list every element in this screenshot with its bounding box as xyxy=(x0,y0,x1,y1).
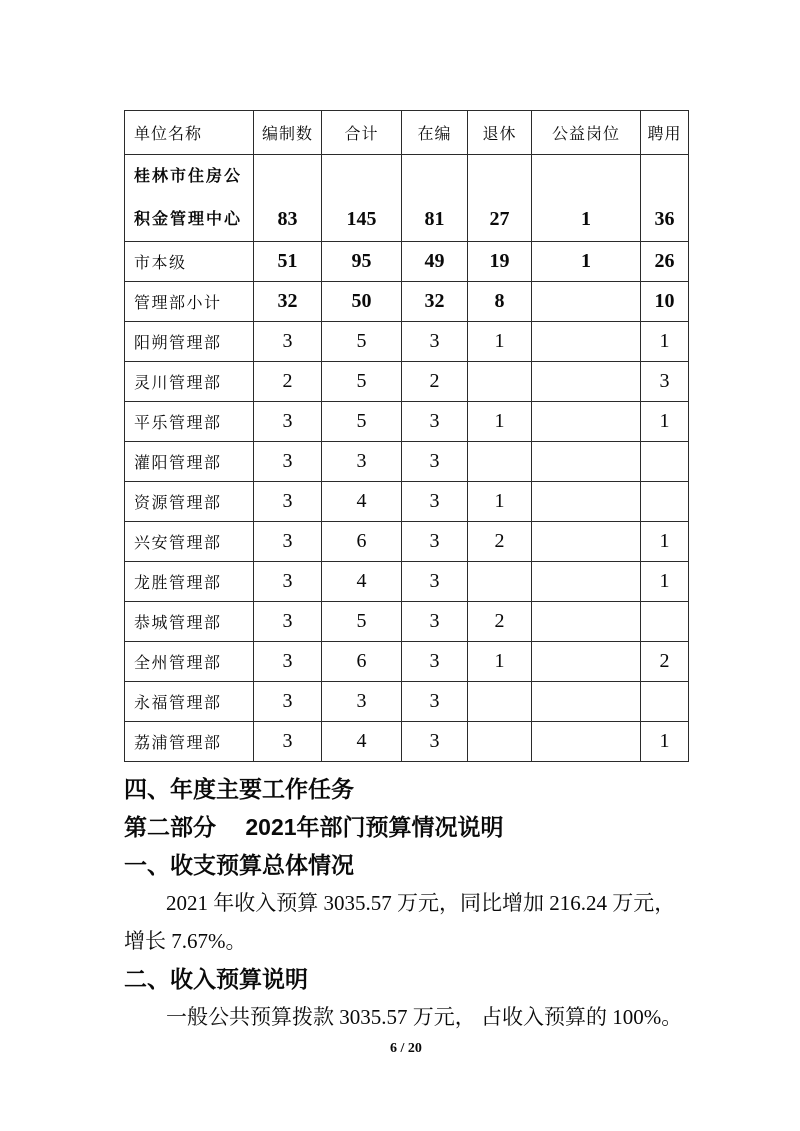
unit-name-cell: 阳朔管理部 xyxy=(125,322,254,362)
value-cell: 3 xyxy=(402,642,468,682)
value-cell xyxy=(532,682,641,722)
value-cell: 3 xyxy=(402,562,468,602)
value-cell: 95 xyxy=(322,242,402,282)
value-cell: 145 xyxy=(322,155,402,242)
value-cell xyxy=(468,362,532,402)
unit-name-cell: 永福管理部 xyxy=(125,682,254,722)
value-cell xyxy=(641,602,689,642)
value-cell: 3 xyxy=(322,442,402,482)
value-cell: 8 xyxy=(468,282,532,322)
heading-budget-overview: 一、收支预算总体情况 xyxy=(124,852,354,878)
value-cell xyxy=(532,522,641,562)
value-cell: 5 xyxy=(322,362,402,402)
value-cell xyxy=(532,322,641,362)
value-cell: 1 xyxy=(641,322,689,362)
value-cell: 2 xyxy=(254,362,322,402)
unit-name-cell: 灌阳管理部 xyxy=(125,442,254,482)
heading-annual-tasks: 四、年度主要工作任务 xyxy=(124,776,354,802)
unit-name-cell: 全州管理部 xyxy=(125,642,254,682)
value-cell: 4 xyxy=(322,482,402,522)
unit-name-cell: 龙胜管理部 xyxy=(125,562,254,602)
heading-income-budget: 二、收入预算说明 xyxy=(124,966,308,992)
table-row xyxy=(125,402,689,442)
heading-part-two: 第二部分 2021年部门预算情况说明 xyxy=(124,814,504,840)
unit-name-cell: 恭城管理部 xyxy=(125,602,254,642)
column-header-unit-name: 单位名称 xyxy=(125,111,254,155)
column-header-public-welfare-post: 公益岗位 xyxy=(532,111,641,155)
value-cell: 3 xyxy=(254,682,322,722)
value-cell: 1 xyxy=(468,642,532,682)
value-cell: 3 xyxy=(402,722,468,762)
value-cell: 3 xyxy=(402,442,468,482)
column-header-total: 合计 xyxy=(322,111,402,155)
table-row xyxy=(125,322,689,362)
value-cell xyxy=(468,442,532,482)
value-cell: 19 xyxy=(468,242,532,282)
value-cell xyxy=(532,362,641,402)
table-header-row xyxy=(125,111,689,155)
paragraph-income-line1: 2021 年收入预算 3035.57 万元，同比增加 216.24 万元， xyxy=(166,891,676,915)
value-cell: 3 xyxy=(402,682,468,722)
unit-name-cell: 管理部小计 xyxy=(125,282,254,322)
value-cell xyxy=(532,402,641,442)
table-row xyxy=(125,155,689,242)
value-cell: 3 xyxy=(254,722,322,762)
unit-name-cell: 市本级 xyxy=(125,242,254,282)
value-cell: 3 xyxy=(641,362,689,402)
value-cell: 1 xyxy=(641,722,689,762)
unit-name-cell: 荔浦管理部 xyxy=(125,722,254,762)
value-cell: 1 xyxy=(532,155,641,242)
value-cell: 3 xyxy=(254,442,322,482)
value-cell xyxy=(468,682,532,722)
value-cell xyxy=(468,562,532,602)
value-cell xyxy=(468,722,532,762)
paragraph-income-line2: 增长 7.67%。 xyxy=(124,929,247,953)
page-number: 6 / 20 xyxy=(390,1041,422,1056)
table-row xyxy=(125,602,689,642)
value-cell: 1 xyxy=(468,482,532,522)
table-row xyxy=(125,522,689,562)
value-cell: 2 xyxy=(402,362,468,402)
page-content xyxy=(124,110,688,1058)
value-cell: 3 xyxy=(402,322,468,362)
value-cell: 2 xyxy=(468,522,532,562)
value-cell: 83 xyxy=(254,155,322,242)
column-header-hired: 聘用 xyxy=(641,111,689,155)
unit-name-cell: 资源管理部 xyxy=(125,482,254,522)
value-cell: 32 xyxy=(402,282,468,322)
unit-name-cell: 兴安管理部 xyxy=(125,522,254,562)
value-cell: 36 xyxy=(641,155,689,242)
value-cell xyxy=(532,722,641,762)
value-cell: 6 xyxy=(322,642,402,682)
value-cell: 3 xyxy=(402,602,468,642)
value-cell: 51 xyxy=(254,242,322,282)
value-cell: 3 xyxy=(402,482,468,522)
value-cell: 3 xyxy=(254,602,322,642)
unit-name-cell: 灵川管理部 xyxy=(125,362,254,402)
value-cell: 50 xyxy=(322,282,402,322)
unit-name-cell: 桂林市住房公 积金管理中心 xyxy=(125,155,254,242)
value-cell: 3 xyxy=(254,522,322,562)
value-cell: 2 xyxy=(641,642,689,682)
value-cell: 5 xyxy=(322,402,402,442)
value-cell: 5 xyxy=(322,322,402,362)
value-cell: 32 xyxy=(254,282,322,322)
value-cell: 26 xyxy=(641,242,689,282)
value-cell xyxy=(532,442,641,482)
value-cell xyxy=(532,482,641,522)
value-cell: 1 xyxy=(641,402,689,442)
value-cell: 3 xyxy=(254,482,322,522)
value-cell: 81 xyxy=(402,155,468,242)
value-cell: 6 xyxy=(322,522,402,562)
value-cell: 4 xyxy=(322,562,402,602)
column-header-on-staff: 在编 xyxy=(402,111,468,155)
value-cell xyxy=(532,642,641,682)
table-row xyxy=(125,242,689,282)
value-cell: 2 xyxy=(468,602,532,642)
column-header-authorized: 编制数 xyxy=(254,111,322,155)
value-cell xyxy=(532,282,641,322)
value-cell: 10 xyxy=(641,282,689,322)
value-cell: 3 xyxy=(254,322,322,362)
table-row xyxy=(125,362,689,402)
value-cell: 1 xyxy=(468,402,532,442)
value-cell xyxy=(641,682,689,722)
table-row xyxy=(125,482,689,522)
table-row xyxy=(125,442,689,482)
table-row xyxy=(125,722,689,762)
value-cell: 5 xyxy=(322,602,402,642)
table-row xyxy=(125,562,689,602)
value-cell: 1 xyxy=(641,522,689,562)
value-cell: 3 xyxy=(254,642,322,682)
value-cell: 3 xyxy=(322,682,402,722)
value-cell xyxy=(641,482,689,522)
table-row xyxy=(125,282,689,322)
value-cell: 3 xyxy=(254,562,322,602)
value-cell: 1 xyxy=(641,562,689,602)
value-cell: 27 xyxy=(468,155,532,242)
value-cell xyxy=(532,602,641,642)
staffing-table-body xyxy=(125,155,689,762)
value-cell xyxy=(641,442,689,482)
column-header-retired: 退休 xyxy=(468,111,532,155)
unit-name-cell: 平乐管理部 xyxy=(125,402,254,442)
paragraph-appropriation: 一般公共预算拨款 3035.57 万元， 占收入预算的 100%。 xyxy=(166,1005,683,1029)
value-cell: 3 xyxy=(402,522,468,562)
value-cell: 3 xyxy=(254,402,322,442)
value-cell: 49 xyxy=(402,242,468,282)
table-row xyxy=(125,682,689,722)
value-cell: 3 xyxy=(402,402,468,442)
value-cell xyxy=(532,562,641,602)
value-cell: 4 xyxy=(322,722,402,762)
table-row xyxy=(125,642,689,682)
value-cell: 1 xyxy=(532,242,641,282)
staffing-table xyxy=(124,110,689,762)
value-cell: 1 xyxy=(468,322,532,362)
